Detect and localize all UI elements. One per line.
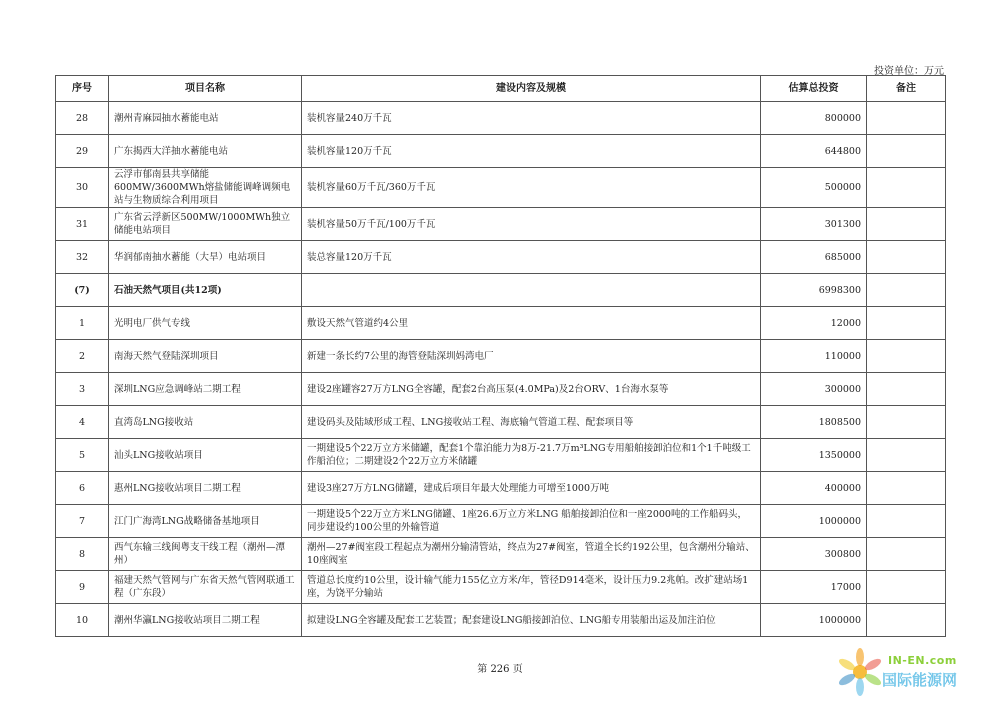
row-remarks — [867, 538, 946, 571]
watermark-en-text: IN-EN.com — [888, 654, 957, 667]
table-row — [56, 340, 946, 373]
row-project-name: 云浮市郁南县共享储能600MW/3600MWh熔盐储能调峰调频电站与生物质综合利用项目 — [109, 168, 302, 208]
row-serial-no: 3 — [56, 373, 109, 406]
row-estimated-investment: 800000 — [761, 102, 867, 135]
row-project-name: 华润郁南抽水蓄能（大旱）电站项目 — [109, 241, 302, 274]
header-estimated-investment: 估算总投资 — [761, 76, 867, 102]
row-remarks — [867, 168, 946, 208]
table-row — [56, 102, 946, 135]
watermark-cn-text: 国际能源网 — [882, 671, 958, 689]
row-construction-content: 装总容量120万千瓦 — [302, 241, 761, 274]
watermark-logo — [836, 648, 986, 696]
row-project-name: 广东省云浮新区500MW/1000MWh独立储能电站项目 — [109, 208, 302, 241]
row-construction-content: 一期建设5个22万立方米储罐，配套1个靠泊能力为8万-21.7万m³LNG专用船舶接卸泊位和1个1千吨级工作船泊位；二期建设2个22万立方米储罐 — [302, 439, 761, 472]
table-row — [56, 538, 946, 571]
row-project-name: 光明电厂供气专线 — [109, 307, 302, 340]
sun-logo-icon — [836, 648, 884, 696]
row-project-name: 福建天然气管网与广东省天然气管网联通工程（广东段） — [109, 571, 302, 604]
row-serial-no: 8 — [56, 538, 109, 571]
row-serial-no: 31 — [56, 208, 109, 241]
header-remarks: 备注 — [867, 76, 946, 102]
table-row — [56, 604, 946, 637]
section-row — [56, 274, 946, 307]
row-serial-no: 30 — [56, 168, 109, 208]
section-title: 石油天然气项目(共12项) — [109, 274, 302, 307]
row-construction-content: 一期建设5个22万立方米LNG储罐、1座26.6万立方米LNG 船舶接卸泊位和一座2000吨的工作船码头，同步建设约100公里的外输管道 — [302, 505, 761, 538]
row-project-name: 深圳LNG应急调峰站二期工程 — [109, 373, 302, 406]
row-project-name: 潮州华瀛LNG接收站项目二期工程 — [109, 604, 302, 637]
row-remarks — [867, 241, 946, 274]
section-construction-content — [302, 274, 761, 307]
row-construction-content: 装机容量120万千瓦 — [302, 135, 761, 168]
page-number: 第 226 页 — [477, 664, 523, 675]
row-serial-no: 10 — [56, 604, 109, 637]
row-serial-no: 32 — [56, 241, 109, 274]
table-row — [56, 307, 946, 340]
header-project-name: 项目名称 — [109, 76, 302, 102]
table-row — [56, 571, 946, 604]
row-estimated-investment: 1808500 — [761, 406, 867, 439]
row-serial-no: 7 — [56, 505, 109, 538]
row-remarks — [867, 604, 946, 637]
row-estimated-investment: 300800 — [761, 538, 867, 571]
row-serial-no: 29 — [56, 135, 109, 168]
row-serial-no: 4 — [56, 406, 109, 439]
row-construction-content: 拟建设LNG全容罐及配套工艺装置；配套建设LNG船接卸泊位、LNG船专用装船出运及加注泊位 — [302, 604, 761, 637]
table-row — [56, 406, 946, 439]
row-serial-no: 28 — [56, 102, 109, 135]
row-construction-content: 建设码头及陆域形成工程、LNG接收站工程、海底输气管道工程、配套项目等 — [302, 406, 761, 439]
row-remarks — [867, 472, 946, 505]
row-remarks — [867, 307, 946, 340]
row-estimated-investment: 644800 — [761, 135, 867, 168]
row-project-name: 西气东输三线闽粤支干线工程（潮州—潭州） — [109, 538, 302, 571]
row-project-name: 江门广海湾LNG战略储备基地项目 — [109, 505, 302, 538]
row-estimated-investment: 1000000 — [761, 604, 867, 637]
row-estimated-investment: 1350000 — [761, 439, 867, 472]
table-row — [56, 472, 946, 505]
row-construction-content: 装机容量240万千瓦 — [302, 102, 761, 135]
row-remarks — [867, 505, 946, 538]
row-project-name: 广东揭西大洋抽水蓄能电站 — [109, 135, 302, 168]
row-project-name: 汕头LNG接收站项目 — [109, 439, 302, 472]
row-construction-content: 装机容量50万千瓦/100万千瓦 — [302, 208, 761, 241]
row-construction-content: 管道总长度约10公里，设计输气能力155亿立方米/年，管径D914毫米，设计压力9.2兆帕。改扩建站场1座，为饶平分输站 — [302, 571, 761, 604]
row-estimated-investment: 300000 — [761, 373, 867, 406]
row-construction-content: 建设2座罐容27万方LNG全容罐，配套2台高压泵(4.0MPa)及2台ORV、1台海水泵等 — [302, 373, 761, 406]
table-row — [56, 439, 946, 472]
table-row — [56, 208, 946, 241]
investment-unit-note: 投资单位：万元 — [874, 66, 944, 77]
row-construction-content: 新建一条长约7公里的海管登陆深圳妈湾电厂 — [302, 340, 761, 373]
row-construction-content: 敷设天然气管道约4公里 — [302, 307, 761, 340]
table-row — [56, 373, 946, 406]
row-serial-no: 5 — [56, 439, 109, 472]
row-remarks — [867, 135, 946, 168]
header-serial-no: 序号 — [56, 76, 109, 102]
table-row — [56, 135, 946, 168]
row-project-name: 惠州LNG接收站项目二期工程 — [109, 472, 302, 505]
row-remarks — [867, 406, 946, 439]
section-serial-no: (7) — [56, 274, 109, 307]
row-remarks — [867, 340, 946, 373]
section-remarks — [867, 274, 946, 307]
table-row — [56, 241, 946, 274]
row-estimated-investment: 17000 — [761, 571, 867, 604]
row-remarks — [867, 208, 946, 241]
row-remarks — [867, 373, 946, 406]
project-table — [55, 75, 946, 637]
table-row — [56, 505, 946, 538]
row-construction-content: 建设3座27万方LNG储罐，建成后项目年最大处理能力可增至1000万吨 — [302, 472, 761, 505]
row-estimated-investment: 12000 — [761, 307, 867, 340]
row-project-name: 南海天然气登陆深圳项目 — [109, 340, 302, 373]
row-construction-content: 装机容量60万千瓦/360万千瓦 — [302, 168, 761, 208]
row-construction-content: 潮州—27#阀室段工程起点为潮州分输清管站，终点为27#阀室，管道全长约192公里，包含潮州分输站、10座阀室 — [302, 538, 761, 571]
row-serial-no: 1 — [56, 307, 109, 340]
row-serial-no: 6 — [56, 472, 109, 505]
row-estimated-investment: 500000 — [761, 168, 867, 208]
row-serial-no: 9 — [56, 571, 109, 604]
row-project-name: 直湾岛LNG接收站 — [109, 406, 302, 439]
row-estimated-investment: 685000 — [761, 241, 867, 274]
row-estimated-investment: 400000 — [761, 472, 867, 505]
row-remarks — [867, 439, 946, 472]
header-construction-content: 建设内容及规模 — [302, 76, 761, 102]
row-estimated-investment: 1000000 — [761, 505, 867, 538]
row-serial-no: 2 — [56, 340, 109, 373]
row-remarks — [867, 102, 946, 135]
table-header-row — [56, 76, 946, 102]
row-project-name: 潮州青麻园抽水蓄能电站 — [109, 102, 302, 135]
row-estimated-investment: 301300 — [761, 208, 867, 241]
table-row — [56, 168, 946, 208]
row-estimated-investment: 110000 — [761, 340, 867, 373]
row-remarks — [867, 571, 946, 604]
section-total-investment: 6998300 — [761, 274, 867, 307]
